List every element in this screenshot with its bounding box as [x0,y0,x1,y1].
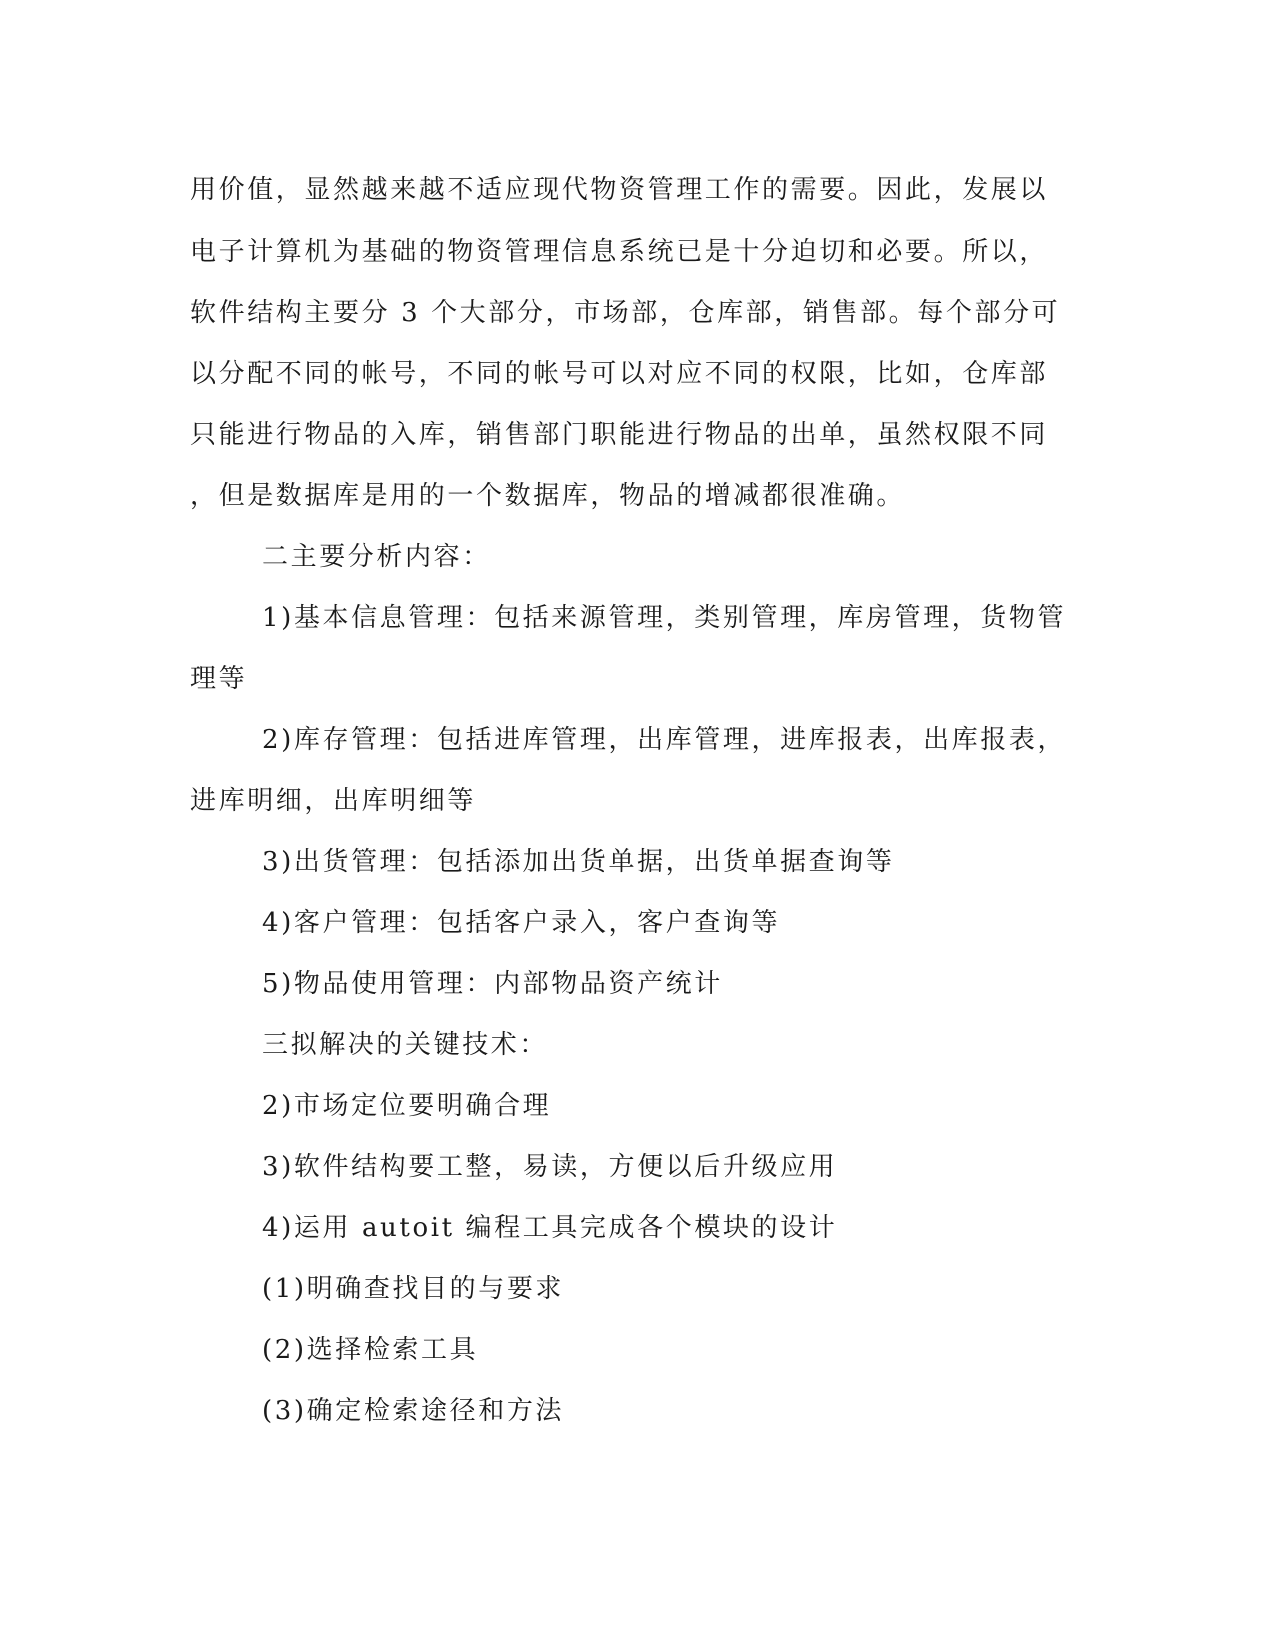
list-item: (2)选择检索工具 [262,1335,479,1365]
list-item: 1)基本信息管理：包括来源管理，类别管理，库房管理，货物管 [262,603,1067,633]
paragraph-line: 用价值，显然越来越不适应现代物资管理工作的需要。因此，发展以 [190,175,1049,205]
paragraph-line: 软件结构主要分 3 个大部分，市场部，仓库部，销售部。每个部分可 [190,298,1061,328]
paragraph-line: 以分配不同的帐号，不同的帐号可以对应不同的权限，比如，仓库部 [190,359,1049,389]
list-item: 4)运用 autoit 编程工具完成各个模块的设计 [262,1213,838,1243]
list-item: (3)确定检索途径和方法 [262,1396,565,1426]
list-item: 5)物品使用管理：内部物品资产统计 [262,969,723,999]
list-item: 3)出货管理：包括添加出货单据，出货单据查询等 [262,847,895,877]
list-item: (1)明确查找目的与要求 [262,1274,565,1304]
section-heading: 二主要分析内容： [262,542,491,572]
list-item: 2)市场定位要明确合理 [262,1091,552,1121]
list-item-continuation: 理等 [190,664,248,694]
paragraph-line: 只能进行物品的入库，销售部门职能进行物品的出单，虽然权限不同 [190,420,1049,450]
list-item-continuation: 进库明细，出库明细等 [190,786,477,816]
list-item: 2)库存管理：包括进库管理，出库管理，进库报表，出库报表， [262,725,1067,755]
list-item: 3)软件结构要工整，易读，方便以后升级应用 [262,1152,838,1182]
paragraph-line: 电子计算机为基础的物资管理信息系统已是十分迫切和必要。所以， [190,237,1049,267]
list-item: 4)客户管理：包括客户录入，客户查询等 [262,908,781,938]
section-heading: 三拟解决的关键技术： [262,1030,549,1060]
paragraph-line: ，但是数据库是用的一个数据库，物品的增减都很准确。 [190,481,906,511]
